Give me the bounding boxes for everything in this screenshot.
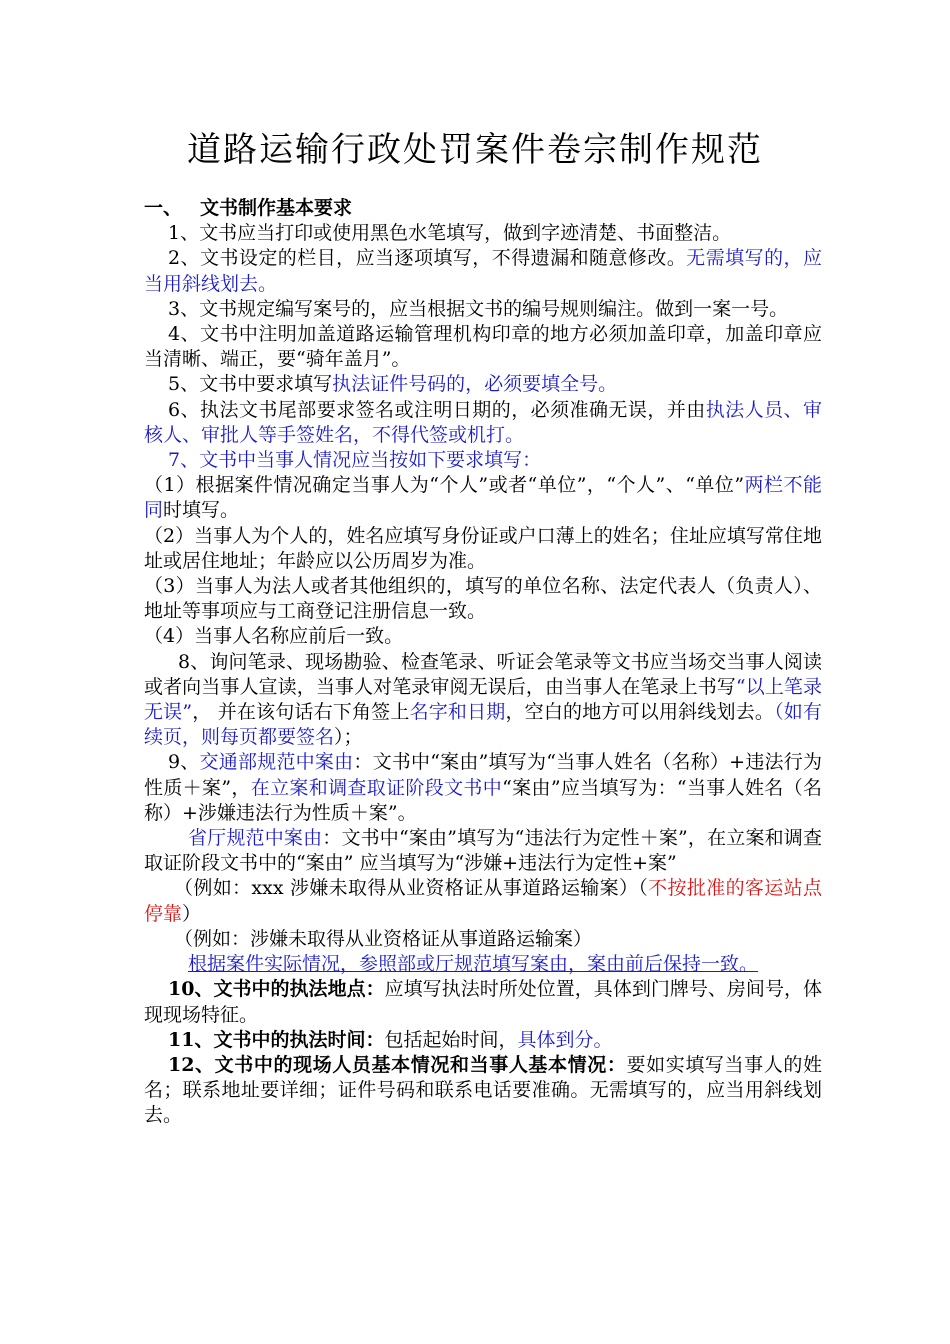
paragraph-10-text: 应填写执法时所处位置，具体到门牌号、房间号，体现现场特征。: [144, 978, 822, 1026]
paragraph-7-4: （4）当事人名称应前后一致。: [144, 625, 404, 648]
paragraph-8-text-2: ， 并在该句话右下角签上: [192, 701, 410, 724]
paragraph-11-highlight: 具体到分。: [517, 1028, 613, 1051]
paragraph-5-highlight: 执法证件号码的，必须要填全号。: [332, 373, 618, 396]
paragraph-6: [144, 398, 822, 448]
paragraph-9-highlight-2: 在立案和调查取证阶段文书中: [250, 776, 503, 799]
document-body: [144, 196, 822, 1129]
paragraph-3: 3、文书规定编写案号的，应当根据文书的编号规则编注。做到一案一号。: [168, 297, 789, 320]
document-title: 道路运输行政处罚案件卷宗制作规范: [187, 130, 763, 170]
example-2: （例如：涉嫌未取得从业资格证从事道路运输案）: [174, 927, 593, 950]
paragraph-9: [144, 750, 822, 826]
paragraph-5: [144, 372, 822, 397]
paragraph-5-text: 5、文书中要求填写: [168, 373, 333, 396]
section-number: 一、: [144, 197, 183, 219]
paragraph-7-2: （2）当事人为个人的，姓名应填写身份证或户口薄上的姓名；住址应填写常住地址或居住地址；年龄应以公历周岁为准。: [144, 524, 822, 572]
paragraph-7-1: [144, 473, 822, 523]
paragraph-8-text: 8、询问笔录、现场勘验、检查笔录、听证会笔录等文书应当场交当事人阅读或者向当事人宣读，当事人对笔录审阅无误后，由当事人在笔录上书写: [144, 650, 822, 698]
section-heading: [144, 196, 822, 221]
paragraph-11: [144, 1028, 822, 1053]
paragraph-8-quote: “以上笔录无误”: [144, 675, 822, 724]
paragraph-12: [144, 1053, 822, 1129]
paragraph-7: 7、文书中当事人情况应当按如下要求填写：: [168, 449, 542, 472]
paragraph-2-text: 2、文书设定的栏目，应当逐项填写，不得遗漏和随意修改。: [168, 247, 687, 270]
paragraph-12-text: 要如实填写当事人的姓名；联系地址要详细；证件号码和联系电话要准确。无需填写的，应当用斜线划去。: [144, 1053, 822, 1127]
paragraph-8: [144, 650, 822, 751]
paragraph-8-highlight: 名字和日期: [409, 701, 506, 724]
paragraph-8-text-3: ，空白的地方可以用斜线划去。: [505, 701, 775, 724]
paragraph-4: 4、文书中注明加盖道路运输管理机构印章的地方必须加盖印章，加盖印章应当清晰、端正，要“骑年盖月”。: [144, 323, 822, 371]
paragraph-2-highlight: 无需填写的，应当用斜线划去。: [144, 247, 822, 295]
paragraph-8-note: （如有续页，则每页都要签名: [144, 701, 822, 749]
paragraph-10-heading: 10、文书中的执法地点：: [168, 978, 385, 1001]
paragraph-6-text: 6、执法文书尾部要求签名或注明日期的，必须准确无误，并由: [168, 398, 706, 421]
paragraph-2: [144, 246, 822, 296]
paragraph-1: 1、文书应当打印或使用黑色水笔填写，做到字迹清楚、书面整洁。: [168, 222, 732, 245]
example-1-text: （例如：xxx 涉嫌未取得从业资格证从事道路运输案）（: [174, 877, 649, 900]
paragraph-7-3: （3）当事人为法人或者其他组织的，填写的单位名称、法定代表人（负责人）、地址等事项应与工商登记注册信息一致。: [144, 575, 822, 623]
paragraph-11-text: 包括起始时间，: [384, 1028, 518, 1051]
example-1-tail: ）: [182, 902, 202, 925]
paragraph-9b-text: ：文书中“案由”填写为“违法行为定性＋案”，在立案和调查取证阶段文书中的“案由” 应当填写为“涉嫌+违法行为定性+案”: [144, 827, 822, 875]
section-heading-text: 文书制作基本要求: [200, 197, 353, 219]
paragraph-9b: [144, 826, 822, 876]
paragraph-7-1-tail: 时填写。: [163, 499, 240, 522]
paragraph-8-tail: ）；: [334, 726, 363, 749]
paragraph-9-text: ：文书中“案由”填写为“当事人姓名（名称）+违法行为性质＋案”，: [144, 751, 822, 799]
example-1-highlight: 不按批准的客运站点停靠: [144, 877, 822, 925]
paragraph-7-1-highlight: 两栏不能同: [144, 474, 822, 522]
example-1: [144, 876, 822, 926]
case-cause-note: 根据案件实际情况，参照部或厅规范填写案由，案由前后保持一致。: [188, 953, 759, 976]
paragraph-10: [144, 977, 822, 1027]
paragraph-9b-highlight: 省厅规范中案由: [188, 827, 323, 850]
paragraph-9-number: 9、: [168, 751, 200, 774]
paragraph-12-heading: 12、文书中的现场人员基本情况和当事人基本情况：: [168, 1053, 627, 1076]
paragraph-11-heading: 11、文书中的执法时间：: [168, 1028, 385, 1051]
paragraph-9-highlight: 交通部规范中案由: [199, 751, 354, 774]
paragraph-9-tail: “案由”应当填写为：“当事人姓名（名称）+涉嫌违法行为性质＋案”。: [144, 776, 822, 824]
paragraph-7-1-text: （1）根据案件情况确定当事人为“个人”或者“单位”，“个人”、“单位”: [144, 474, 745, 497]
paragraph-6-highlight: 执法人员、审核人、审批人等手签姓名，不得代签或机打。: [144, 398, 822, 446]
